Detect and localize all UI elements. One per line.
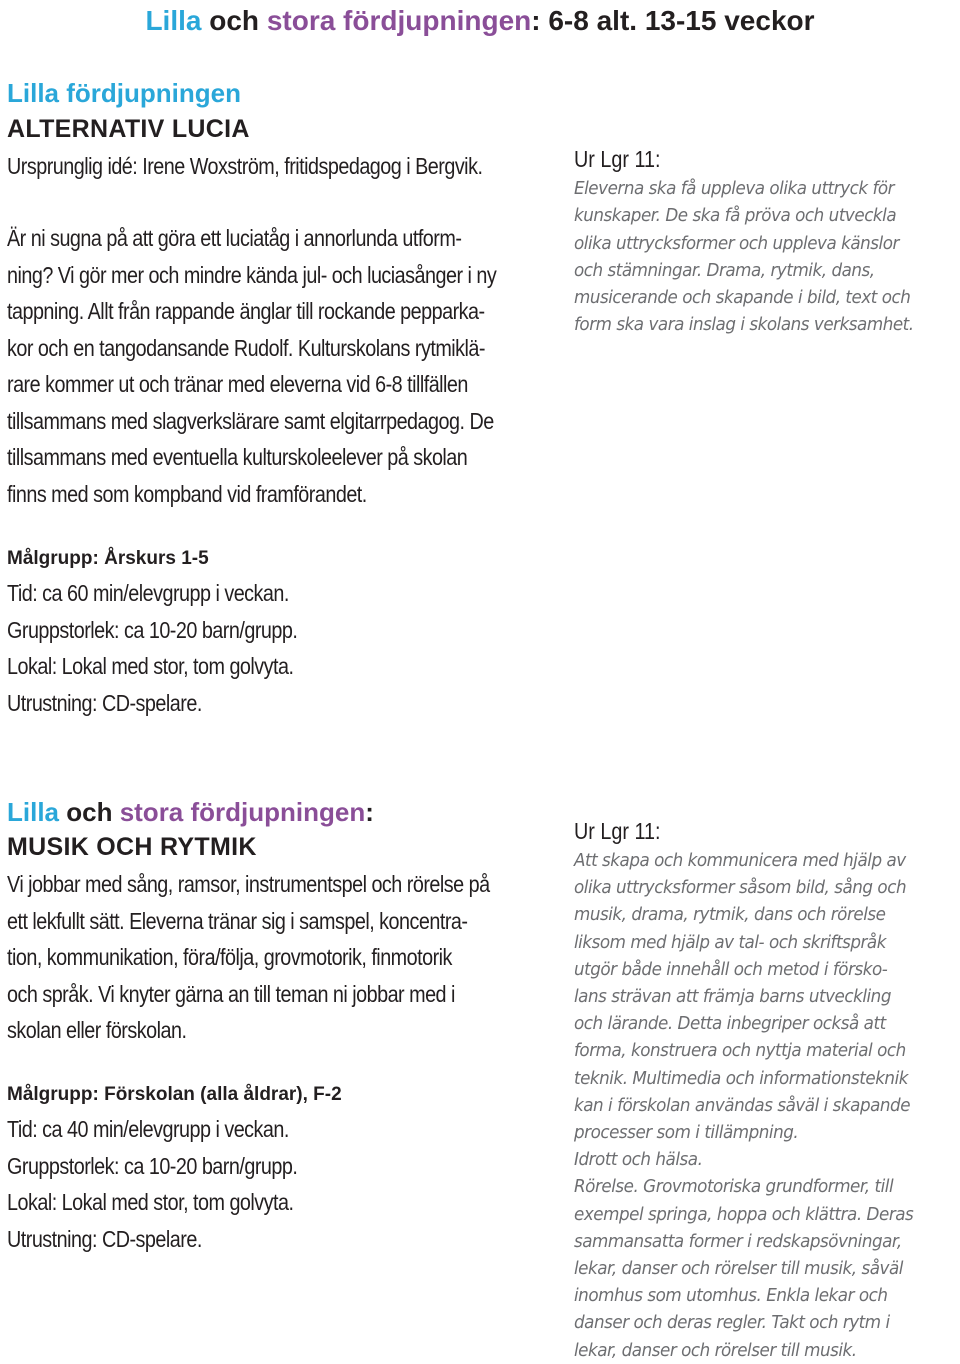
body-line: ett lekfullt sätt. Eleverna tränar sig i samspel, koncentra- <box>7 907 468 934</box>
lgr-line: forma, konstruera och nyttja material och <box>574 1040 906 1062</box>
title-weeks: : 6-8 alt. 13-15 veckor <box>531 5 815 36</box>
lgr-line: lekar, danser och rörelser till musik, såväl <box>574 1258 903 1280</box>
body-line: Är ni sugna på att göra ett luciatåg i annorlunda utform- <box>7 225 462 251</box>
section1-heading: ALTERNATIV LUCIA <box>7 115 250 143</box>
lgr-line: Eleverna ska få uppleva olika uttryck för <box>574 178 895 199</box>
page-title <box>0 4 960 38</box>
lgr-line: och stämningar. Drama, rytmik, dans, <box>574 259 875 281</box>
lgr-line: exempel springa, hoppa och klättra. Deras <box>574 1203 914 1225</box>
lgr-line: form ska vara inslag i skolans verksamhet. <box>574 314 914 336</box>
lgr-line: Idrott och hälsa. <box>574 1149 703 1171</box>
detail-line: Gruppstorlek: ca 10-20 barn/grupp. <box>7 616 298 643</box>
lgr-line: lekar, danser och rörelser till musik. <box>574 1339 857 1361</box>
subtitle-lilla: Lilla <box>7 797 60 827</box>
body-line: rare kommer ut och tränar med eleverna vid 6-8 tillfällen <box>7 371 468 397</box>
lgr-line: danser och deras regler. Takt och rytm i <box>574 1312 890 1334</box>
lgr-line: olika uttrycksformer och uppleva känslor <box>574 232 899 254</box>
body-line: och språk. Vi knyter gärna an till teman ni jobbar med i <box>7 980 455 1007</box>
lgr-line: inomhus som utomhus. Enkla lekar och <box>574 1285 888 1307</box>
detail-line: Utrustning: CD-spelare. <box>7 689 202 716</box>
section2-body <box>7 866 490 1049</box>
detail-line: Tid: ca 60 min/elevgrupp i veckan. <box>7 580 289 606</box>
title-lilla: Lilla <box>145 5 202 36</box>
lgr-line: kunskaper. De ska få pröva och utveckla <box>574 205 897 227</box>
lgr-line: musicerande och skapande i bild, text och <box>574 287 911 309</box>
body-line: Vi jobbar med sång, ramsor, instrumentspel och rörelse på <box>7 871 490 897</box>
section1-details <box>7 575 297 721</box>
body-line: tillsammans med eventuella kulturskoleelever på skolan <box>7 444 468 470</box>
lgr-line: utgör både innehåll och metod i försko- <box>574 958 888 980</box>
section2-lgr-title: Ur Lgr 11: <box>574 818 661 844</box>
detail-line: Tid: ca 40 min/elevgrupp i veckan. <box>7 1116 289 1142</box>
subtitle-och: och <box>59 797 120 827</box>
section1-lgr-quote <box>574 175 914 339</box>
title-och: och <box>201 5 267 36</box>
lgr-line: liksom med hjälp av tal- och skriftspråk <box>574 931 886 953</box>
body-line: tillsammans med slagverkslärare samt elgitarrpedagog. De <box>7 407 494 434</box>
body-line: ning? Vi gör mer och mindre kända jul- och luciasånger i ny <box>7 261 497 288</box>
section2-heading: MUSIK OCH RYTMIK <box>7 833 257 861</box>
body-line: skolan eller förskolan. <box>7 1017 187 1043</box>
lgr-line: sammansatta former i redskapsövningar, <box>574 1230 902 1252</box>
section2-details <box>7 1111 297 1257</box>
lgr-line: och lärande. Detta inbegriper också att <box>574 1013 886 1035</box>
detail-line: Utrustning: CD-spelare. <box>7 1225 202 1252</box>
detail-line: Gruppstorlek: ca 10-20 barn/grupp. <box>7 1152 298 1179</box>
section2-target-group: Målgrupp: Förskolan (alla åldrar), F-2 <box>7 1084 342 1105</box>
lgr-line: lans strävan att främja barns utveckling <box>574 986 891 1008</box>
section1-subtitle: Lilla fördjupningen <box>7 78 241 108</box>
section2-lgr-quote <box>574 847 913 1364</box>
body-line: finns med som kompband vid framförandet. <box>7 480 367 507</box>
subtitle-stora: stora fördjupningen <box>119 797 366 827</box>
section1-target-group: Målgrupp: Årskurs 1-5 <box>7 548 209 569</box>
title-stora: stora fördjupningen <box>266 5 532 36</box>
section2-subtitle <box>7 795 374 829</box>
lgr-line: Rörelse. Grovmotoriska grundformer, till <box>574 1176 894 1198</box>
lgr-line: teknik. Multimedia och informationsteknik <box>574 1067 909 1089</box>
body-line: tion, kommunikation, föra/följa, grovmotorik, finmotorik <box>7 944 452 970</box>
lgr-line: Att skapa och kommunicera med hjälp av <box>574 850 906 871</box>
subtitle-colon: : <box>365 797 374 827</box>
body-line: tappning. Allt från rappande änglar till rockande pepparka- <box>7 298 485 324</box>
lgr-line: processer som i tillämpning. <box>574 1122 799 1144</box>
lgr-line: musik, drama, rytmik, dans och rörelse <box>574 904 886 926</box>
detail-line: Lokal: Lokal med stor, tom golvyta. <box>7 1189 294 1215</box>
section1-body <box>7 220 496 512</box>
section1-origin: Ursprunglig idé: Irene Woxström, fritidspedagog i Bergvik. <box>7 153 483 179</box>
body-line: kor och en tangodansande Rudolf. Kulturskolans rytmiklä- <box>7 334 485 361</box>
detail-line: Lokal: Lokal med stor, tom golvyta. <box>7 653 294 679</box>
lgr-line: kan i förskolan användas såväl i skapande <box>574 1094 911 1116</box>
section1-lgr-title: Ur Lgr 11: <box>574 146 661 172</box>
lgr-line: olika uttrycksformer såsom bild, sång och <box>574 877 907 899</box>
